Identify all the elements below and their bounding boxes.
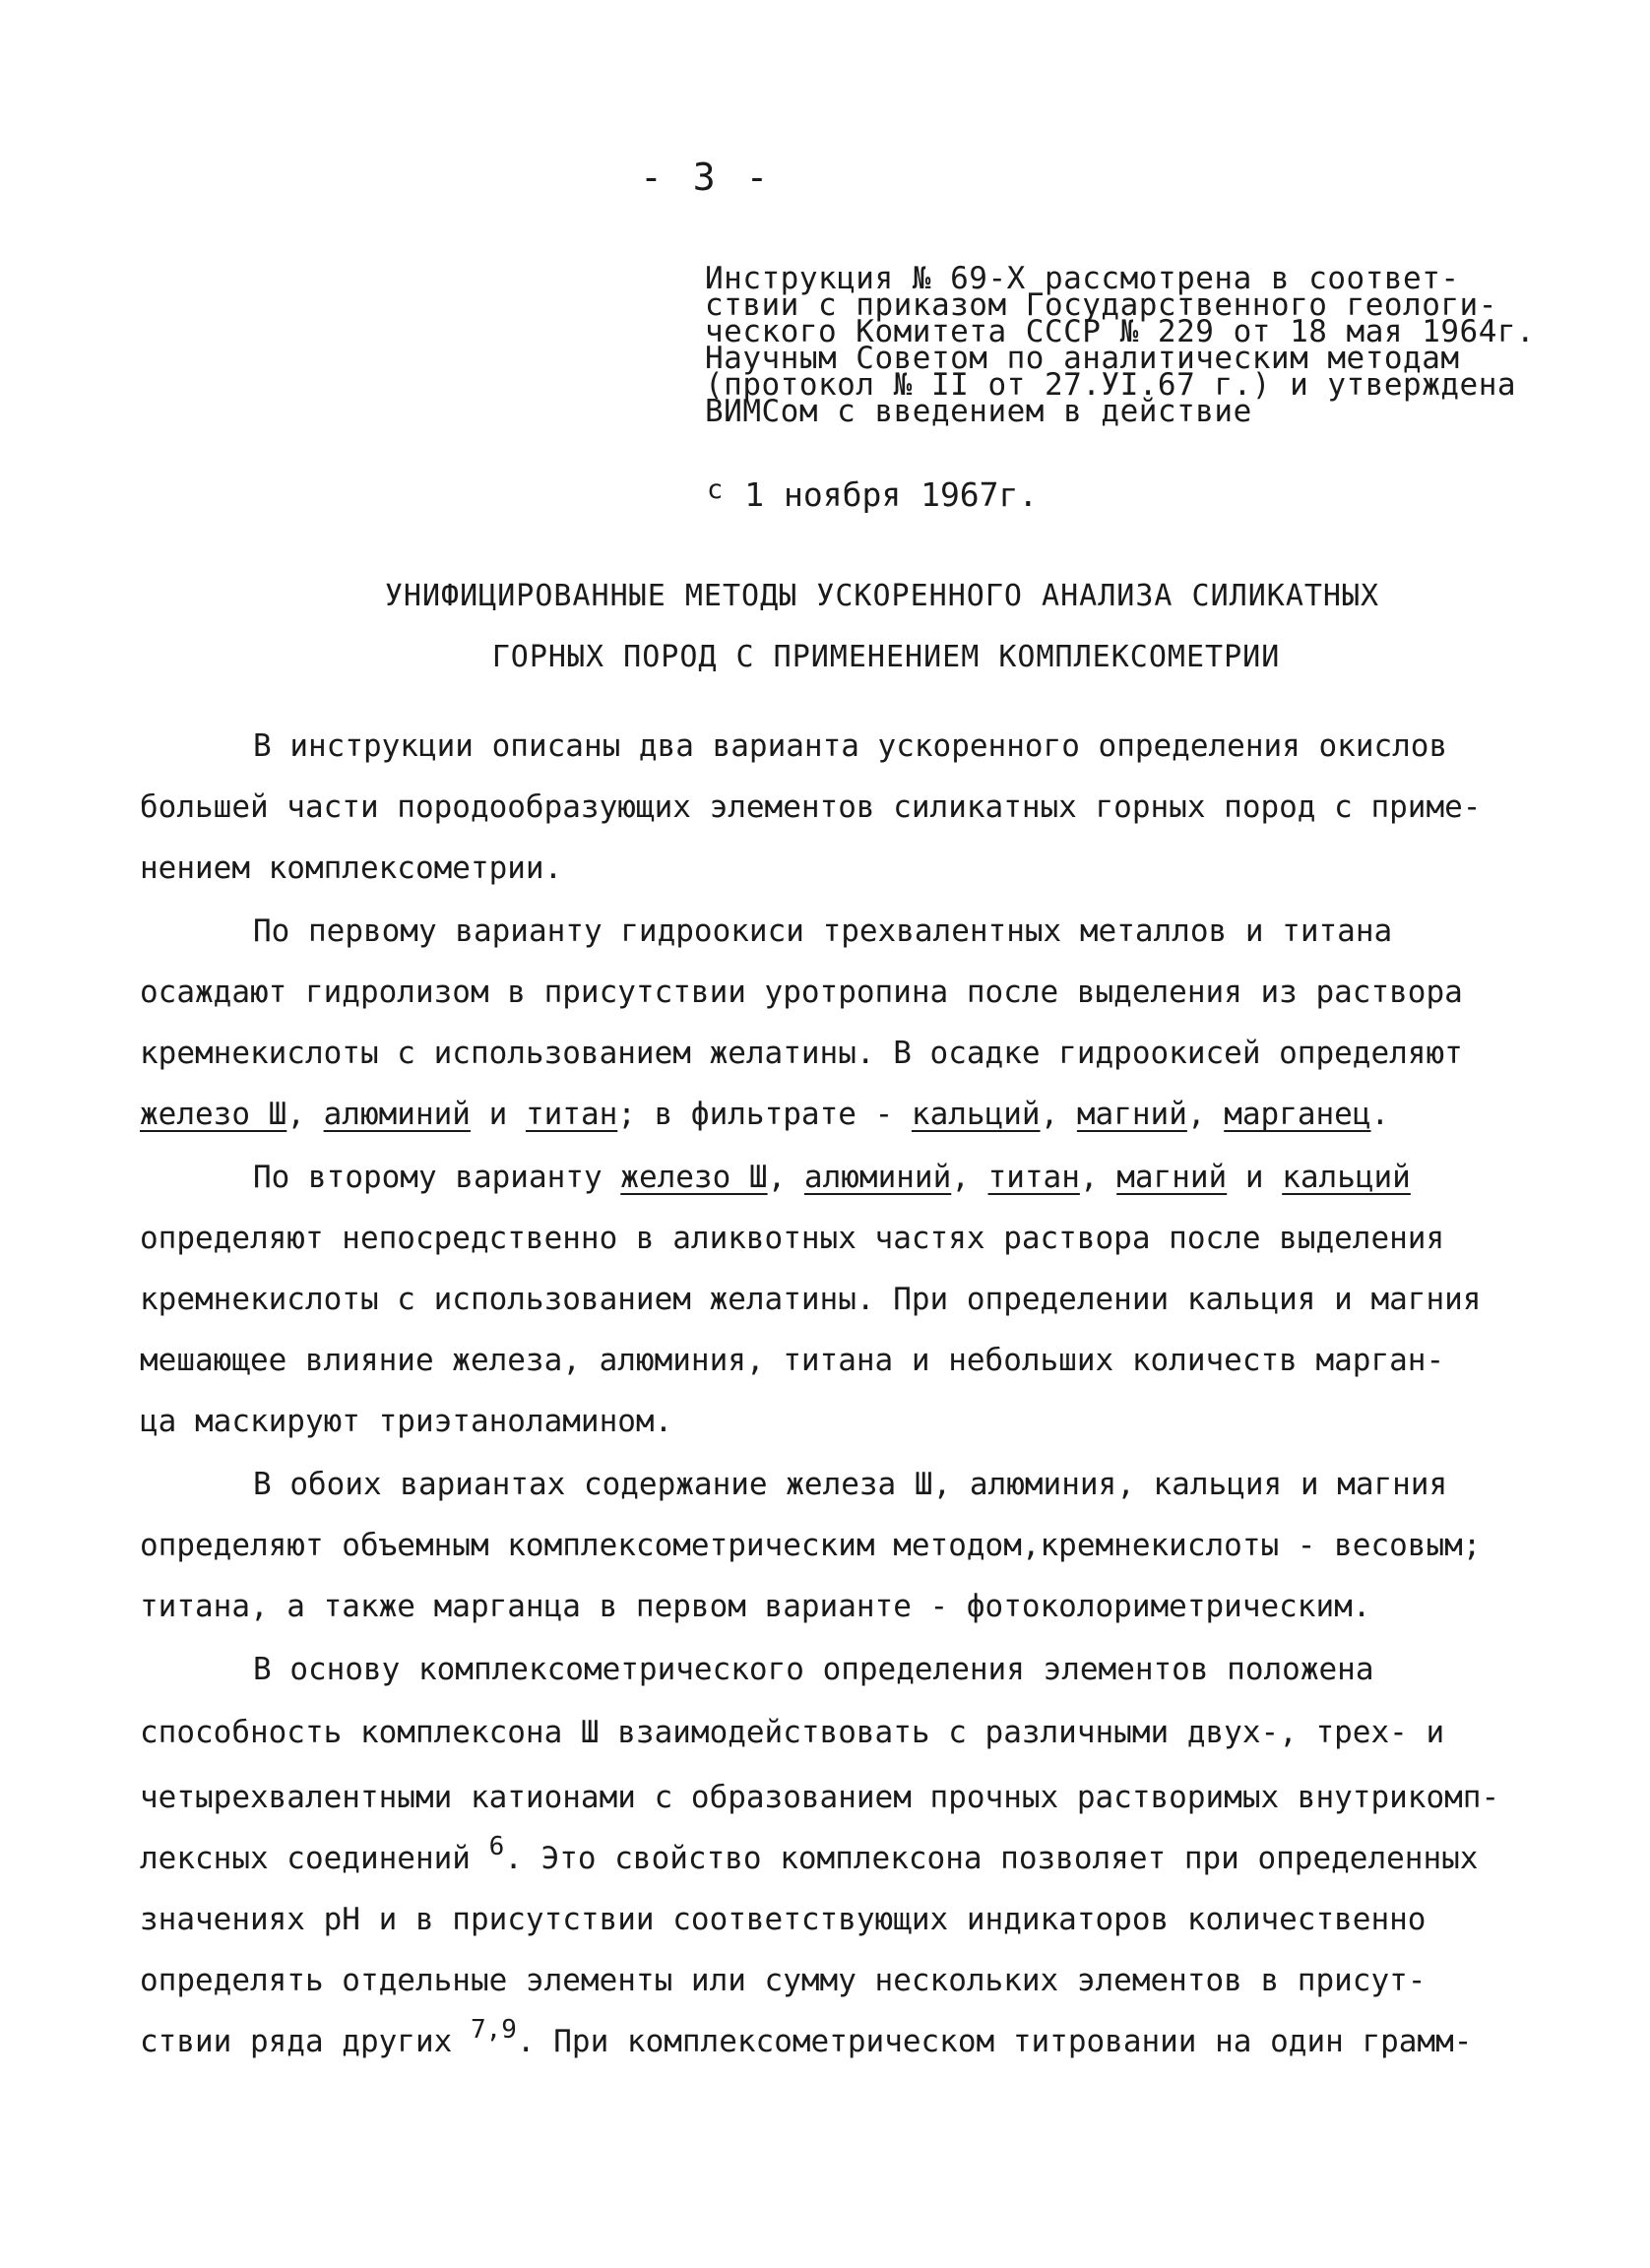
text-line: В инструкции описаны два варианта ускоренного определения окислов — [253, 728, 1448, 764]
text-line: кремнекислоты с использованием желатины. При определении кальция и магния — [140, 1282, 1482, 1317]
text-line: По первому варианту гидроокиси трехвалентных металлов и титана — [253, 914, 1393, 949]
document-title-line-1: УНИФИЦИРОВАННЫЕ МЕТОДЫ УСКОРЕННОГО АНАЛИЗА СИЛИКАТНЫХ — [384, 579, 1380, 613]
approval-line: Научным Советом по аналитическим методам — [705, 341, 1460, 376]
text-line: кремнекислоты с использованием желатины. В осадке гидроокисей определяют — [140, 1036, 1463, 1071]
text-line: определяют непосредственно в аликвотных частях раствора после выделения — [140, 1221, 1445, 1256]
text-line: определять отдельные элементы или сумму нескольких элементов в присут- — [140, 1963, 1427, 1998]
text-line: мешающее влияние железа, алюминия, титана и небольших количеств марган- — [140, 1343, 1445, 1378]
date-prefix: с — [707, 474, 724, 505]
underlined-term: магний — [1116, 1160, 1228, 1195]
approval-line: (протокол № II от 27.УI.67 г.) и утверждена — [705, 367, 1517, 403]
text-line: четырехвалентными катионами с образованием прочных растворимых внутрикомп- — [140, 1780, 1500, 1815]
footnote-reference: 7,9 — [470, 2015, 517, 2045]
approval-line: Инструкция № 69-Х рассмотрена в соответ- — [705, 261, 1460, 296]
underlined-term: марганец — [1224, 1097, 1371, 1132]
approval-note — [705, 261, 1571, 429]
text-line: В обоих вариантах содержание железа Ш, алюминия, кальция и магния — [253, 1467, 1448, 1502]
underlined-term: алюминий — [323, 1097, 471, 1132]
text-line: ствии ряда других $^{7,9}$. При комплексометрическом титровании на один грамм- — [140, 2015, 1473, 2059]
text-line: По второму варианту железо Ш, алюминий, титан, магний и кальций — [253, 1160, 1411, 1195]
approval-date — [707, 474, 1038, 514]
underlined-term: алюминий — [803, 1160, 952, 1195]
text-line: способность комплексона Ш взаимодействовать с различными двух-, трех- и — [140, 1715, 1445, 1750]
document-title-line-2: ГОРНЫХ ПОРОД С ПРИМЕНЕНИЕМ КОМПЛЕКСОМЕТРИИ — [491, 640, 1281, 674]
underlined-term: титан — [525, 1097, 618, 1132]
text-line: осаждают гидролизом в присутствии уротропина после выделения из раствора — [140, 975, 1463, 1010]
footnote-reference: 6 — [488, 1832, 505, 1861]
underlined-term: железо Ш — [140, 1097, 287, 1132]
underlined-term: магний — [1076, 1097, 1187, 1132]
text-line: нением комплексометрии. — [140, 850, 563, 886]
text-line: значениях рН и в присутствии соответствующих индикаторов количественно — [140, 1902, 1427, 1937]
approval-line: ствии с приказом Государственного геологи- — [705, 287, 1497, 323]
underlined-term: кальций — [1282, 1160, 1411, 1195]
text-line: железо Ш, алюминий и титан; в фильтрате - кальций, магний, марганец. — [140, 1097, 1390, 1132]
text-line: титана, а также марганца в первом варианте - фотоколориметрическим. — [140, 1589, 1371, 1624]
underlined-term: титан — [987, 1160, 1080, 1195]
underlined-term: железо Ш — [620, 1160, 768, 1195]
text-line: большей части породообразующих элементов силикатных горных пород с приме- — [140, 789, 1482, 825]
page-number: - 3 - — [640, 156, 773, 199]
text-line: В основу комплексометрического определения элементов положена — [253, 1652, 1374, 1687]
underlined-term: кальций — [911, 1097, 1041, 1132]
text-line: лексных соединений $^6$. Это свойство комплексона позволяет при определенных — [140, 1832, 1479, 1876]
text-line: ца маскируют триэтаноламином. — [140, 1404, 673, 1439]
approval-line: ческого Комитета СССР № 229 от 18 мая 1964г. — [705, 314, 1536, 349]
date-value: 1 ноября 1967г. — [744, 475, 1039, 514]
approval-line: ВИМСом с введением в действие — [705, 394, 1252, 429]
text-line: определяют объемным комплексометрическим методом,кремнекислоты - весовым; — [140, 1528, 1482, 1563]
